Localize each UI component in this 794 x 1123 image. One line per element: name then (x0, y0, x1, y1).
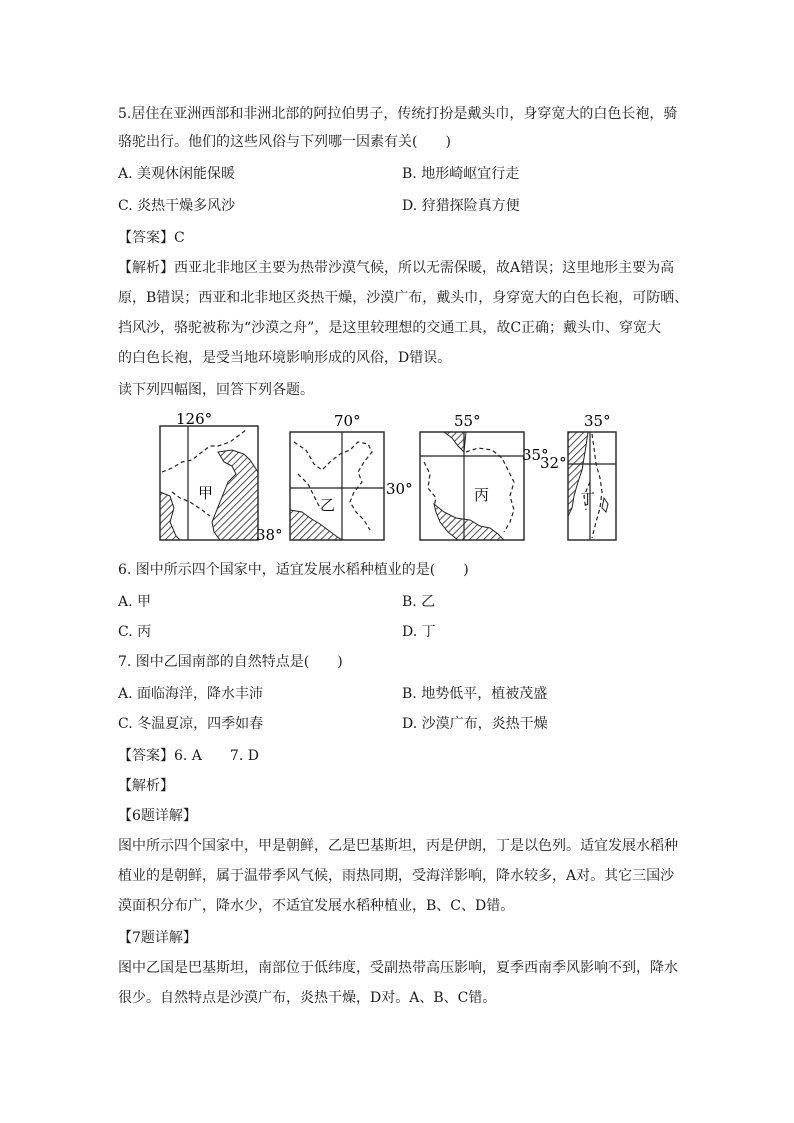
detail7-line1: 图中乙国是巴基斯坦，南部位于低纬度，受副热带高压影响，夏季西南季风影响不到，降水 (118, 960, 678, 976)
q5-option-d[interactable]: D. 狩猎探险真方便 (402, 198, 520, 214)
map-yi-name: 乙 (320, 496, 336, 514)
map-jia-lon-label: 126° (176, 412, 213, 428)
detail6-title: 【6题详解】 (118, 808, 197, 824)
q5-stem-line1: 5.居住在亚洲西部和非洲北部的阿拉伯男子，传统打扮是戴头巾，身穿宽大的白色长袍，骑 (118, 106, 678, 122)
map-jia (160, 412, 283, 544)
q6-stem: 6. 图中所示四个国家中，适宜发展水稻种植业的是( ) (118, 562, 469, 578)
q7-option-d[interactable]: D. 沙漠广布，炎热干燥 (402, 716, 548, 732)
map-jia-name: 甲 (198, 484, 214, 502)
map-ding-lon-label: 35° (584, 412, 611, 430)
q6-option-a[interactable]: A. 甲 (118, 594, 152, 610)
map-ding (540, 412, 616, 540)
map-bing-lon-label: 55° (454, 412, 481, 430)
q6-option-b[interactable]: B. 乙 (402, 594, 436, 610)
detail6-line3: 漠面积分布广，降水少，不适宜发展水稻种植业，B、C、D错。 (118, 898, 515, 914)
q5-analysis-line4: 的白色长袍，是受当地环境影响形成的风俗，D错误。 (118, 350, 452, 366)
q7-stem: 7. 图中乙国南部的自然特点是( ) (118, 654, 343, 670)
four-maps-figure (158, 412, 638, 544)
q5-analysis-line3: 挡风沙，骆驼被称为“沙漠之舟”，是这里较理想的交通工具，故C正确；戴头巾、穿宽大 (118, 320, 662, 336)
detail6-line1: 图中所示四个国家中，甲是朝鲜，乙是巴基斯坦，丙是伊朗，丁是以色列。适宜发展水稻种 (118, 838, 678, 854)
map-bing-name: 丙 (474, 486, 490, 504)
q5-stem-line2: 骆驼出行。他们的这些风俗与下列哪一因素有关( ) (118, 134, 451, 150)
q7-option-b[interactable]: B. 地势低平，植被茂盛 (402, 686, 548, 702)
q5-analysis-line1: 【解析】西亚北非地区主要为热带沙漠气候，所以无需保暖，故A错误；这里地形主要为高 (118, 260, 675, 276)
map-ding-lat-label: 32° (540, 454, 567, 472)
q5-option-a[interactable]: A. 美观休闲能保暖 (118, 166, 236, 182)
q5-answer: 【答案】C (118, 230, 185, 246)
q5-option-b[interactable]: B. 地形崎岖宜行走 (402, 166, 520, 182)
q7-option-a[interactable]: A. 面临海洋，降水丰沛 (118, 686, 264, 702)
answer-6-7: 【答案】6. A 7. D (118, 748, 259, 764)
q6-option-d[interactable]: D. 丁 (402, 624, 436, 640)
map-bing-lat-label: 35° (522, 446, 549, 464)
map-yi-lat-label: 30° (386, 480, 413, 498)
map-yi (290, 412, 413, 540)
q5-analysis-line2: 原，B错误；西亚和北非地区炎热干燥，沙漠广布，戴头巾，身穿宽大的白色长袍，可防晒、 (118, 290, 689, 306)
map-jia-lat-label: 38° (256, 526, 283, 544)
q7-option-c[interactable]: C. 冬温夏凉，四季如春 (118, 716, 264, 732)
q6-option-c[interactable]: C. 丙 (118, 624, 152, 640)
map-yi-lon-label: 70° (334, 412, 361, 430)
map-bing (420, 412, 549, 540)
q5-option-c[interactable]: C. 炎热干燥多风沙 (118, 198, 236, 214)
detail7-line2: 很少。自然特点是沙漠广布，炎热干燥，D对。A、B、C错。 (118, 990, 497, 1006)
analysis-heading: 【解析】 (118, 778, 174, 794)
detail7-title: 【7题详解】 (118, 930, 197, 946)
intro-text: 读下列四幅图，回答下列各题。 (118, 382, 314, 398)
map-ding-name: 丁 (580, 490, 596, 508)
detail6-line2: 植业的是朝鲜，属于温带季风气候，雨热同期，受海洋影响，降水较多，A对。其它三国沙 (118, 868, 675, 884)
